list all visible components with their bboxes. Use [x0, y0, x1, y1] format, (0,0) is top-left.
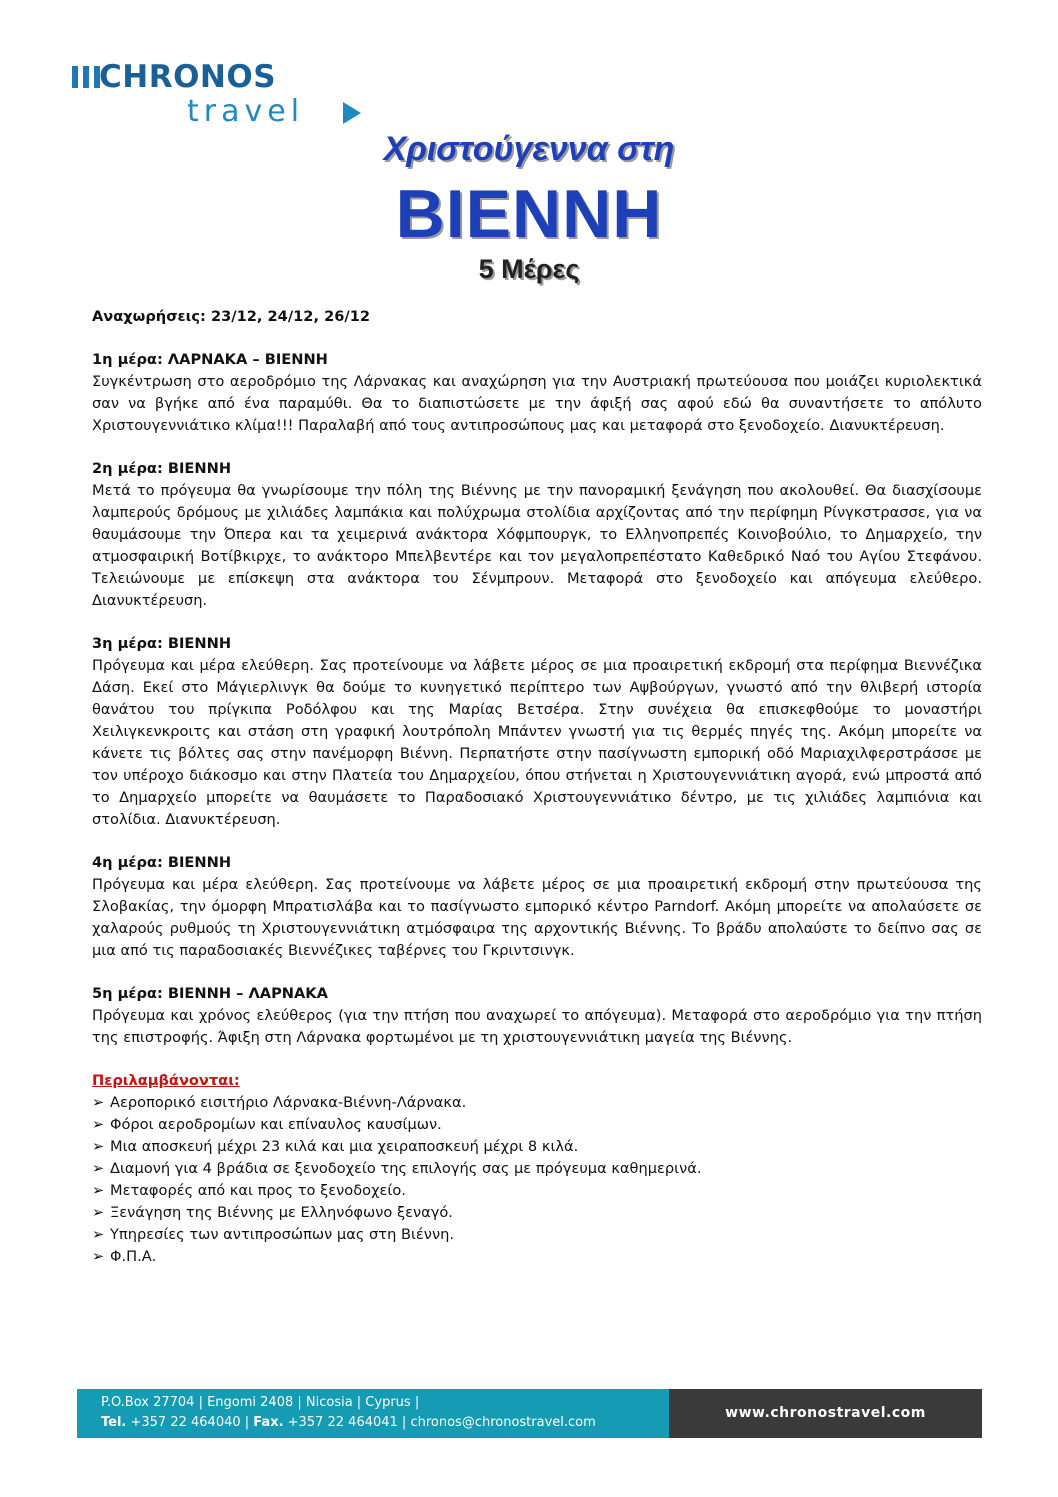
day-title: 5η μέρα: ΒΙΕΝΝΗ – ΛΑΡΝΑΚΑ: [92, 985, 328, 1002]
bullet-arrow-icon: ➢: [92, 1160, 105, 1177]
day-text: Πρόγευμα και μέρα ελεύθερη. Σας προτείνουμε να λάβετε μέρος σε μια προαιρετική εκδρομή στην πρωτεύουσα της Σλοβακίας, την όμορφη Μπρατισλάβα και το πασίγνωστο εμπορικό κέντρο Parndorf. Ακόμη μπορείτε να απολαύσετε σε χαλαρούς ρυθμούς τη Χριστουγεννιάτικη ατμόσφαιρα της αρχοντικής Βιέννης. Το βράδυ απολαύστε το δείπνο σας σε μια από τις παραδοσιακές Βιεννέζικες ταβέρνες του Γκριντσινγκ.: [92, 876, 982, 959]
bullet-arrow-icon: ➢: [92, 1182, 105, 1199]
company-logo: [72, 58, 372, 138]
list-item: ➢ Μια αποσκευή μέχρι 23 κιλά και μια χειραποσκευή μέχρι 8 κιλά.: [92, 1136, 982, 1158]
bullet-arrow-icon: ➢: [92, 1248, 105, 1265]
footer-address: P.O.Box 27704 | Engomi 2408 | Nicosia | Cyprus |: [101, 1395, 420, 1410]
list-item: ➢ Μεταφορές από και προς το ξενοδοχείο.: [92, 1180, 982, 1202]
logo-bars-icon: [72, 66, 100, 88]
logo-brand: CHRONOS: [99, 59, 277, 95]
day-title: 1η μέρα: ΛΑΡΝΑΚΑ – ΒΙΕΝΝΗ: [92, 351, 328, 368]
list-item: ➢ Αεροπορικό εισιτήριο Λάρνακα-Βιέννη-Λάρνακα.: [92, 1092, 982, 1114]
day-section: [92, 349, 982, 437]
list-item: ➢ Διαμονή για 4 βράδια σε ξενοδοχείο της επιλογής σας με πρόγευμα καθημερινά.: [92, 1158, 982, 1180]
included-title: Περιλαμβάνονται:: [92, 1072, 240, 1089]
title-duration: 5 Μέρες: [478, 254, 580, 284]
list-item: ➢ Φ.Π.Α.: [92, 1246, 982, 1268]
day-title: 4η μέρα: ΒΙΕΝΝΗ: [92, 854, 232, 871]
title-line-1: Χριστούγεννα στη: [383, 130, 675, 168]
day-text: Πρόγευμα και μέρα ελεύθερη. Σας προτείνουμε να λάβετε μέρος σε μια προαιρετική εκδρομή στα περίφημα Βιεννέζικα Δάση. Εκεί στο Μάγιερλινγκ θα δούμε το κυνηγετικό περίπτερο των Αψβούργων, γνωστό από την θλιβερή ιστορία θανάτου του πρίγκιπα Ροδόλφου και της Μαρίας Βετσέρα. Στην συνέχεια θα επισκεφθούμε το μοναστήρι Χειλιγκενκροιτς και στάση στη γραφική λουτρόπολη Μπάντεν γνωστή για τις θερμές πηγές της. Ακόμη μπορείτε να κάνετε τις βόλτες σας στην πανέμορφη Βιέννη. Περπατήστε στην πασίγνωστη εμπορική οδό Μαριαχιλφερστράσσε με τον υπέροχο διάκοσμο και στην Πλατεία του Δημαρχείου, όπου στήνεται η Χριστουγεννιάτικη αγορά, ενώ μπροστά από το Δημαρχείο μπορείτε να θαυμάσετε το Παραδοσιακό Χριστουγεννιάτικο δέντρο, με τις χιλιάδες λαμπιόνια και στολίδια. Διανυκτέρευση.: [92, 657, 982, 828]
day-text: Μετά το πρόγευμα θα γνωρίσουμε την πόλη της Βιέννης με την πανοραμική ξενάγηση που ακολουθεί. Θα διασχίσουμε λαμπερούς δρόμους με χιλιάδες λαμπάκια και πολύχρωμα στολίδια αρχίζοντας από την περίφημη Ρίνγκστρασσε, για να θαυμάσουμε την Όπερα και τα χειμερινά ανάκτορα Χόφμπουργκ, το Ελληνοπρεπές Κοινοβούλιο, το Δημαρχείο, την ατμοσφαιρική Βοτίβκιρχε, το ανάκτορο Μπελβεντέρε και τον μεγαλοπρεπέστατο Καθεδρικό Ναό του Αγίου Στεφάνου. Τελειώνουμε με επίσκεψη στα ανάκτορα του Σένμπρουν. Μεταφορά στο ξενοδοχείο και απόγευμα ελεύθερο. Διανυκτέρευση.: [92, 482, 982, 609]
itinerary-content: [92, 306, 982, 1268]
day-text: Πρόγευμα και χρόνος ελεύθερος (για την πτήση που αναχωρεί το απόγευμα). Μεταφορά στο αεροδρόμιο για την πτήση της επιστροφής. Άφιξη στη Λάρνακα φορτωμένοι με τη χριστουγεννιάτικη μαγεία της Βιέννης.: [92, 1007, 982, 1046]
bullet-arrow-icon: ➢: [92, 1094, 105, 1111]
bullet-arrow-icon: ➢: [92, 1138, 105, 1155]
list-item: ➢ Φόροι αεροδρομίων και επίναυλος καυσίμων.: [92, 1114, 982, 1136]
footer-contact: [77, 1389, 669, 1438]
footer: [77, 1389, 982, 1438]
bullet-arrow-icon: ➢: [92, 1116, 105, 1133]
list-item: ➢ Ξενάγηση της Βιέννης με Ελληνόφωνο ξεναγό.: [92, 1202, 982, 1224]
day-section: [92, 458, 982, 612]
list-item: ➢ Υπηρεσίες των αντιπροσώπων μας στη Βιέννη.: [92, 1224, 982, 1246]
departures: Αναχωρήσεις: 23/12, 24/12, 26/12: [92, 308, 371, 325]
day-text: Συγκέντρωση στο αεροδρόμιο της Λάρνακας και αναχώρηση για την Αυστριακή πρωτεύουσα που μοιάζει κυριολεκτικά σαν να βγήκε από ένα παραμύθι. Θα το διαπιστώσετε με την άφιξή σας αφού εδώ θα συναντήσετε το απόλυτο Χριστουγεννιάτικο κλίμα!!! Παραλαβή από τους αντιπροσώπους μας και μεταφορά στο ξενοδοχείο. Διανυκτέρευση.: [92, 373, 982, 434]
logo-arrow-icon: [343, 102, 361, 124]
title-line-2: ΒΙΕΝΝΗ: [395, 176, 663, 252]
footer-phones: Tel. +357 22 464040 | Fax. +357 22 464041 | chronos@chronostravel.com: [101, 1415, 596, 1430]
day-section: [92, 983, 982, 1049]
day-section: [92, 633, 982, 831]
footer-website-link[interactable]: www.chronostravel.com: [669, 1389, 982, 1438]
included-list: [92, 1092, 982, 1268]
day-title: 3η μέρα: ΒΙΕΝΝΗ: [92, 635, 232, 652]
day-title: 2η μέρα: ΒΙΕΝΝΗ: [92, 460, 232, 477]
footer-email[interactable]: chronos@chronostravel.com: [410, 1415, 596, 1430]
logo-sub: travel: [187, 94, 305, 129]
bullet-arrow-icon: ➢: [92, 1226, 105, 1243]
bullet-arrow-icon: ➢: [92, 1204, 105, 1221]
day-section: [92, 852, 982, 962]
